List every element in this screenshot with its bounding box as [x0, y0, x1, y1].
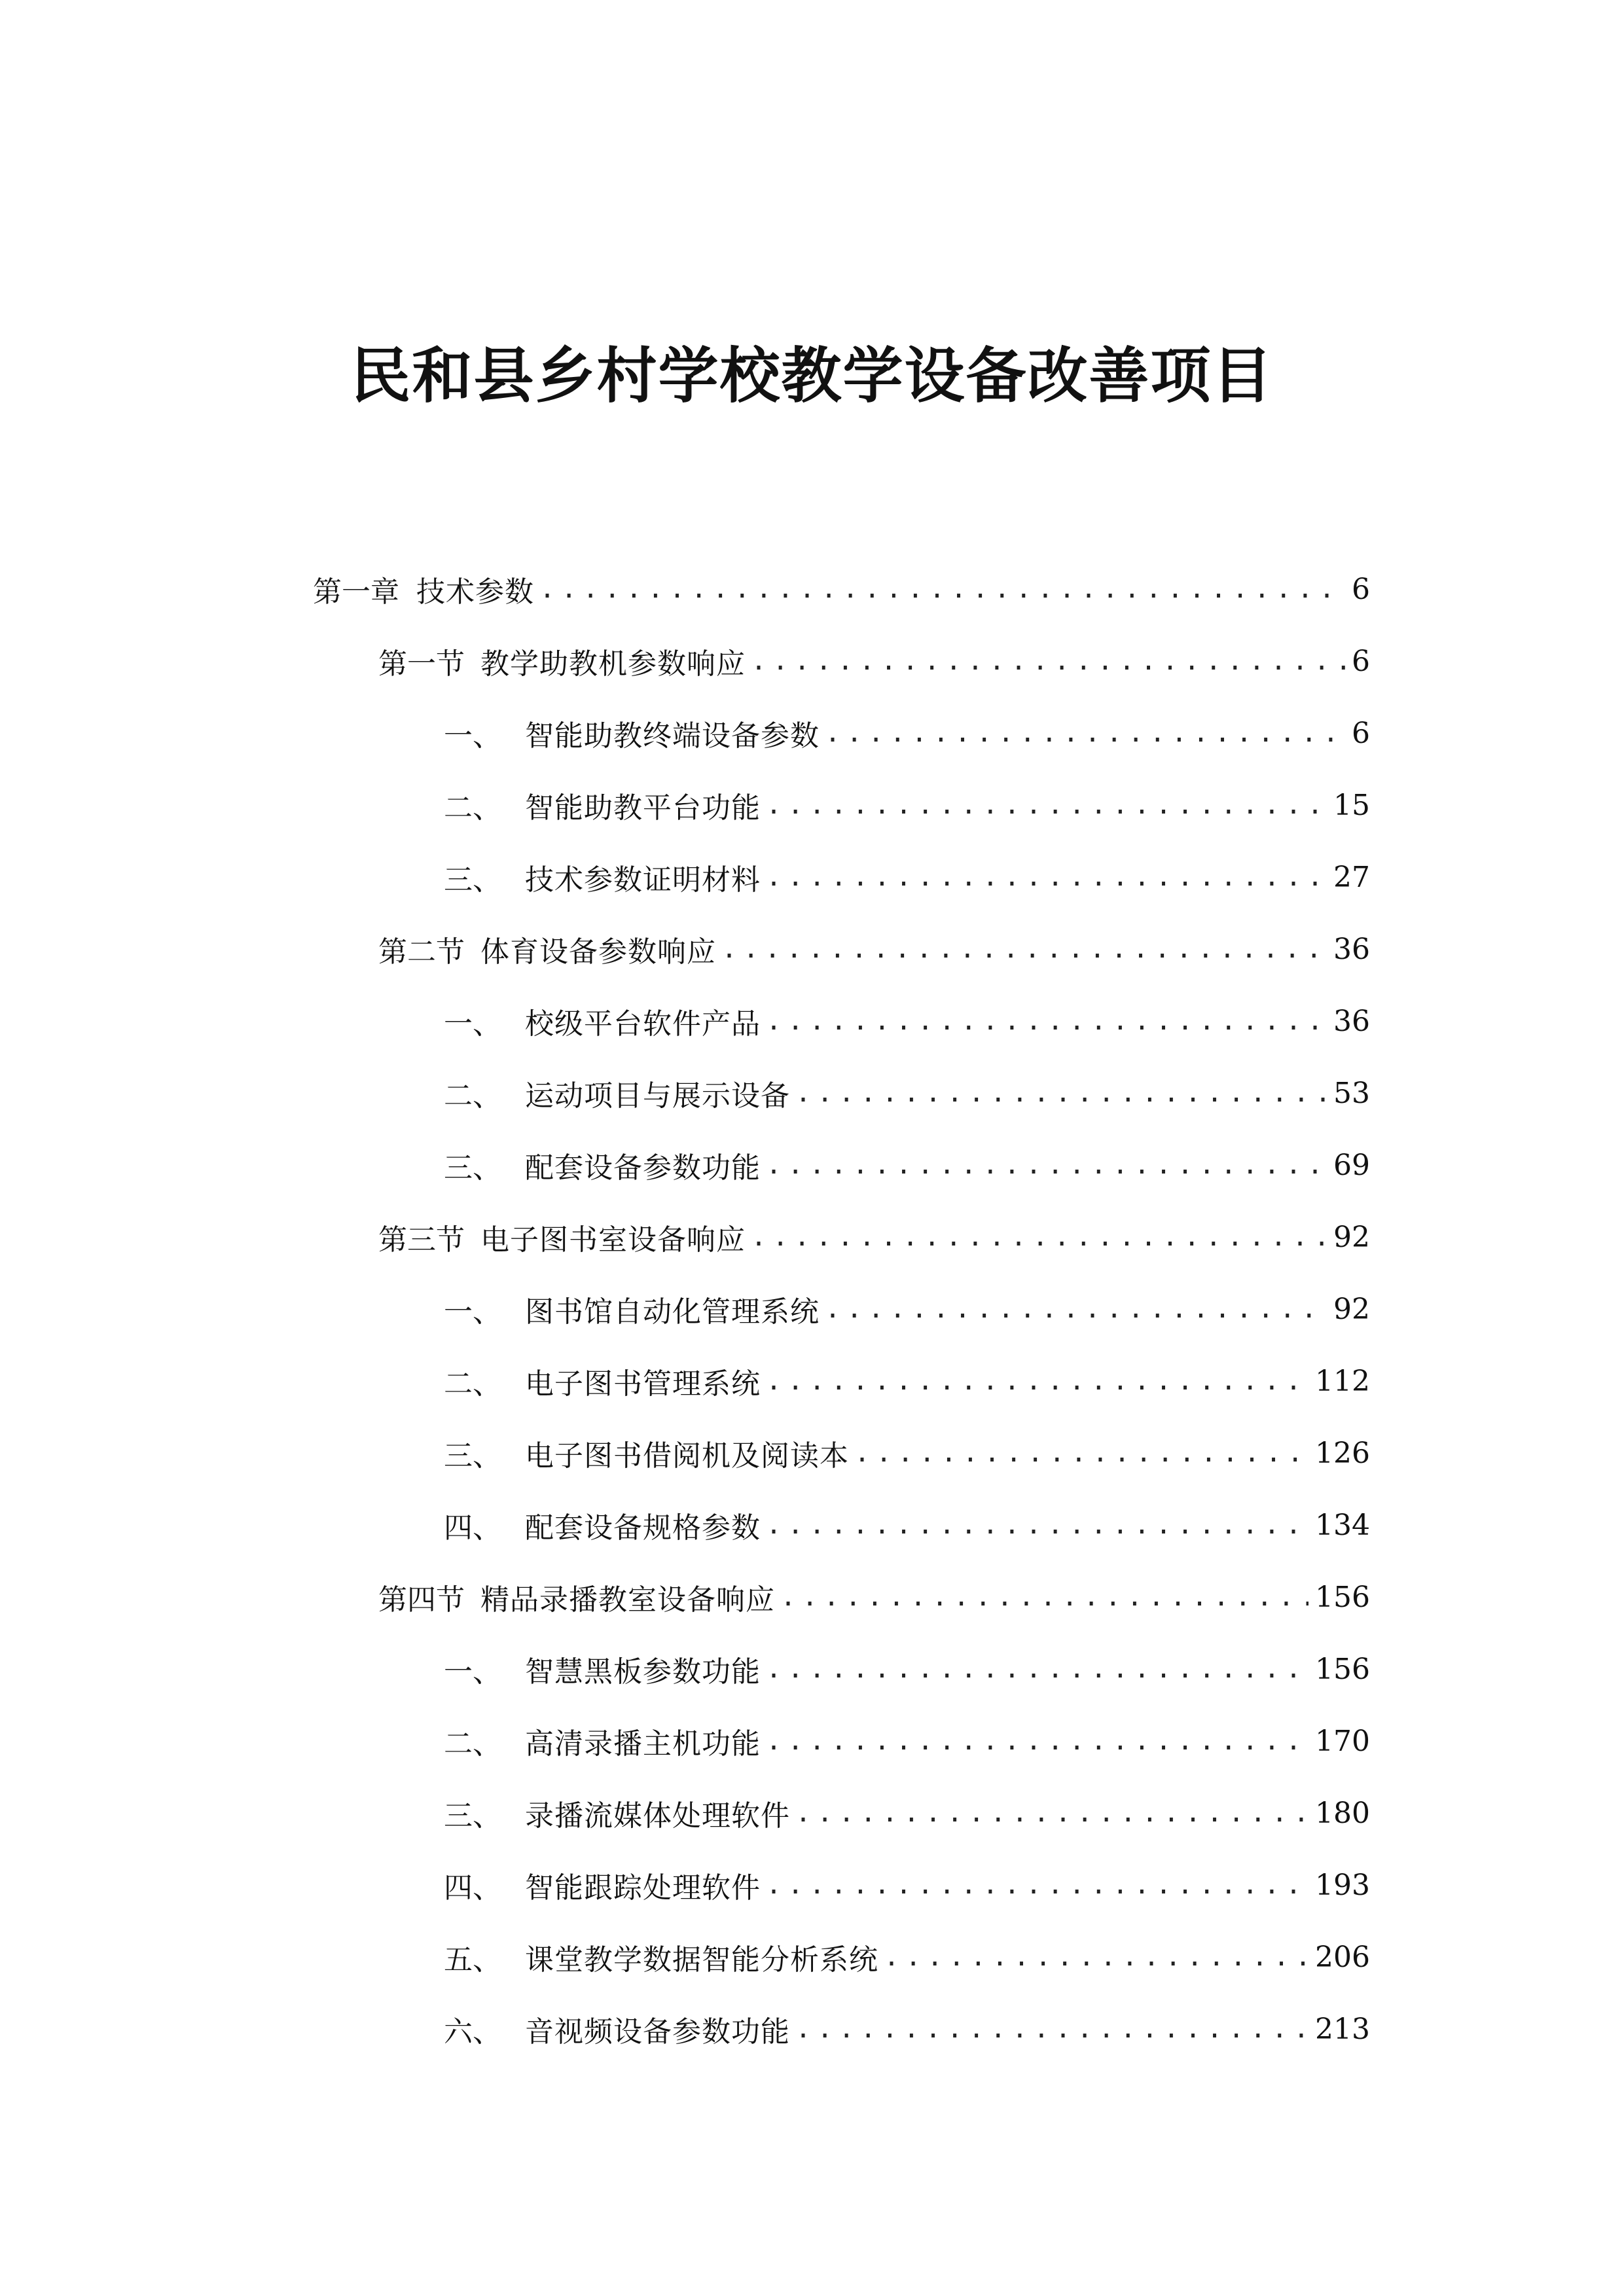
toc-entry-number: 三、	[444, 1439, 501, 1473]
toc-dot-leader	[766, 859, 1327, 895]
toc-entry-number: 二、	[444, 1079, 501, 1113]
toc-entry-title: 电子图书借阅机及阅读本	[525, 1439, 849, 1473]
toc-entry-number: 五、	[444, 1943, 501, 1977]
toc-entry[interactable]	[0, 625, 1624, 697]
toc-page-number: 112	[1315, 1364, 1370, 1398]
toc-entry-number: 四、	[444, 1511, 501, 1545]
toc-page-number: 126	[1315, 1436, 1370, 1470]
toc-page-number: 134	[1315, 1508, 1370, 1542]
toc-entry-number: 四、	[444, 1871, 501, 1905]
toc-dot-leader	[766, 1867, 1308, 1903]
toc-entry-title: 电子图书管理系统	[525, 1367, 761, 1401]
toc-entry-number: 六、	[444, 2015, 501, 2049]
toc-dot-leader	[825, 715, 1345, 751]
toc-entry-number: 二、	[444, 1367, 501, 1401]
toc-dot-leader	[825, 1291, 1327, 1327]
toc-page-number: 15	[1333, 788, 1370, 822]
toc-entry[interactable]	[0, 1489, 1624, 1561]
toc-page-number: 156	[1315, 1580, 1370, 1614]
document-title: 民和县乡村学校教学设备改善项目	[350, 341, 1274, 411]
toc-entry[interactable]	[0, 1273, 1624, 1345]
toc-entry[interactable]	[0, 769, 1624, 841]
toc-dot-leader	[721, 931, 1327, 967]
toc-entry-title: 配套设备规格参数	[525, 1511, 761, 1545]
toc-dot-leader	[539, 571, 1345, 607]
toc-entry-title: 校级平台软件产品	[525, 1007, 761, 1041]
toc-page-number: 6	[1352, 572, 1370, 606]
toc-entry-number: 三、	[444, 1151, 501, 1185]
toc-entry-title: 智能跟踪处理软件	[525, 1871, 761, 1905]
toc-entry-title: 运动项目与展示设备	[525, 1079, 790, 1113]
toc-page-number: 6	[1352, 716, 1370, 750]
toc-dot-leader	[766, 1651, 1308, 1687]
toc-entry[interactable]	[0, 697, 1624, 769]
toc-page-number: 156	[1315, 1652, 1370, 1686]
toc-entry-number: 一、	[444, 1007, 501, 1041]
toc-entry-number: 第一节	[378, 647, 465, 681]
toc-entry[interactable]	[0, 1993, 1624, 2065]
table-of-contents	[0, 553, 1624, 2065]
toc-entry-title: 智慧黑板参数功能	[525, 1655, 761, 1689]
toc-entry-number: 第四节	[378, 1583, 465, 1617]
toc-entry[interactable]	[0, 1417, 1624, 1489]
toc-entry-title: 精品录播教室设备响应	[480, 1583, 775, 1617]
toc-page-number: 180	[1315, 1796, 1370, 1830]
toc-entry[interactable]	[0, 985, 1624, 1057]
toc-dot-leader	[766, 787, 1327, 823]
toc-entry-title: 高清录播主机功能	[525, 1727, 761, 1761]
toc-page-number: 206	[1315, 1940, 1370, 1974]
toc-entry[interactable]	[0, 1561, 1624, 1633]
toc-page-number: 213	[1315, 2012, 1370, 2046]
toc-page-number: 170	[1315, 1724, 1370, 1758]
toc-page-number: 36	[1333, 932, 1370, 966]
toc-entry-title: 智能助教平台功能	[525, 791, 761, 825]
toc-dot-leader	[795, 2011, 1308, 2047]
toc-dot-leader	[766, 1363, 1308, 1399]
toc-entry-title: 电子图书室设备响应	[480, 1223, 746, 1257]
toc-entry-number: 一、	[444, 1295, 501, 1329]
toc-entry-number: 一、	[444, 719, 501, 753]
toc-entry-number: 三、	[444, 1799, 501, 1833]
toc-entry[interactable]	[0, 1849, 1624, 1921]
toc-page-number: 53	[1333, 1076, 1370, 1110]
toc-entry[interactable]	[0, 1129, 1624, 1201]
toc-entry[interactable]	[0, 1345, 1624, 1417]
toc-entry-title: 录播流媒体处理软件	[525, 1799, 790, 1833]
toc-entry[interactable]	[0, 1633, 1624, 1705]
toc-entry-title: 体育设备参数响应	[480, 935, 716, 969]
toc-dot-leader	[766, 1003, 1327, 1039]
toc-dot-leader	[766, 1147, 1327, 1183]
toc-entry[interactable]	[0, 1057, 1624, 1129]
toc-dot-leader	[751, 643, 1345, 679]
toc-page-number: 193	[1315, 1868, 1370, 1902]
toc-page-number: 92	[1333, 1220, 1370, 1254]
toc-entry-title: 配套设备参数功能	[525, 1151, 761, 1185]
toc-entry[interactable]	[0, 841, 1624, 913]
toc-dot-leader	[795, 1795, 1308, 1831]
toc-page-number: 36	[1333, 1004, 1370, 1038]
toc-dot-leader	[795, 1075, 1327, 1111]
toc-dot-leader	[751, 1219, 1327, 1255]
toc-entry[interactable]	[0, 1777, 1624, 1849]
toc-dot-leader	[766, 1507, 1308, 1543]
toc-entry[interactable]	[0, 1921, 1624, 1993]
toc-entry-title: 智能助教终端设备参数	[525, 719, 820, 753]
toc-entry[interactable]	[0, 1201, 1624, 1273]
toc-entry-number: 一、	[444, 1655, 501, 1689]
toc-entry-title: 图书馆自动化管理系统	[525, 1295, 820, 1329]
toc-dot-leader	[766, 1723, 1308, 1759]
toc-entry[interactable]	[0, 553, 1624, 625]
toc-dot-leader	[884, 1939, 1308, 1975]
toc-entry-number: 三、	[444, 863, 501, 897]
toc-page-number: 27	[1333, 860, 1370, 894]
toc-dot-leader	[854, 1435, 1308, 1471]
toc-page-number: 92	[1333, 1292, 1370, 1326]
toc-entry-number: 第三节	[378, 1223, 465, 1257]
toc-entry[interactable]	[0, 1705, 1624, 1777]
toc-page-number: 69	[1333, 1148, 1370, 1182]
toc-entry-number: 第一章	[313, 575, 399, 609]
toc-entry-number: 第二节	[378, 935, 465, 969]
toc-entry[interactable]	[0, 913, 1624, 985]
toc-entry-title: 技术参数证明材料	[525, 863, 761, 897]
toc-entry-title: 教学助教机参数响应	[480, 647, 746, 681]
toc-entry-number: 二、	[444, 1727, 501, 1761]
toc-dot-leader	[780, 1579, 1308, 1615]
toc-page-number: 6	[1352, 644, 1370, 678]
toc-entry-number: 二、	[444, 791, 501, 825]
toc-entry-title: 课堂教学数据智能分析系统	[525, 1943, 878, 1977]
toc-entry-title: 音视频设备参数功能	[525, 2015, 790, 2049]
toc-entry-title: 技术参数	[416, 575, 534, 609]
